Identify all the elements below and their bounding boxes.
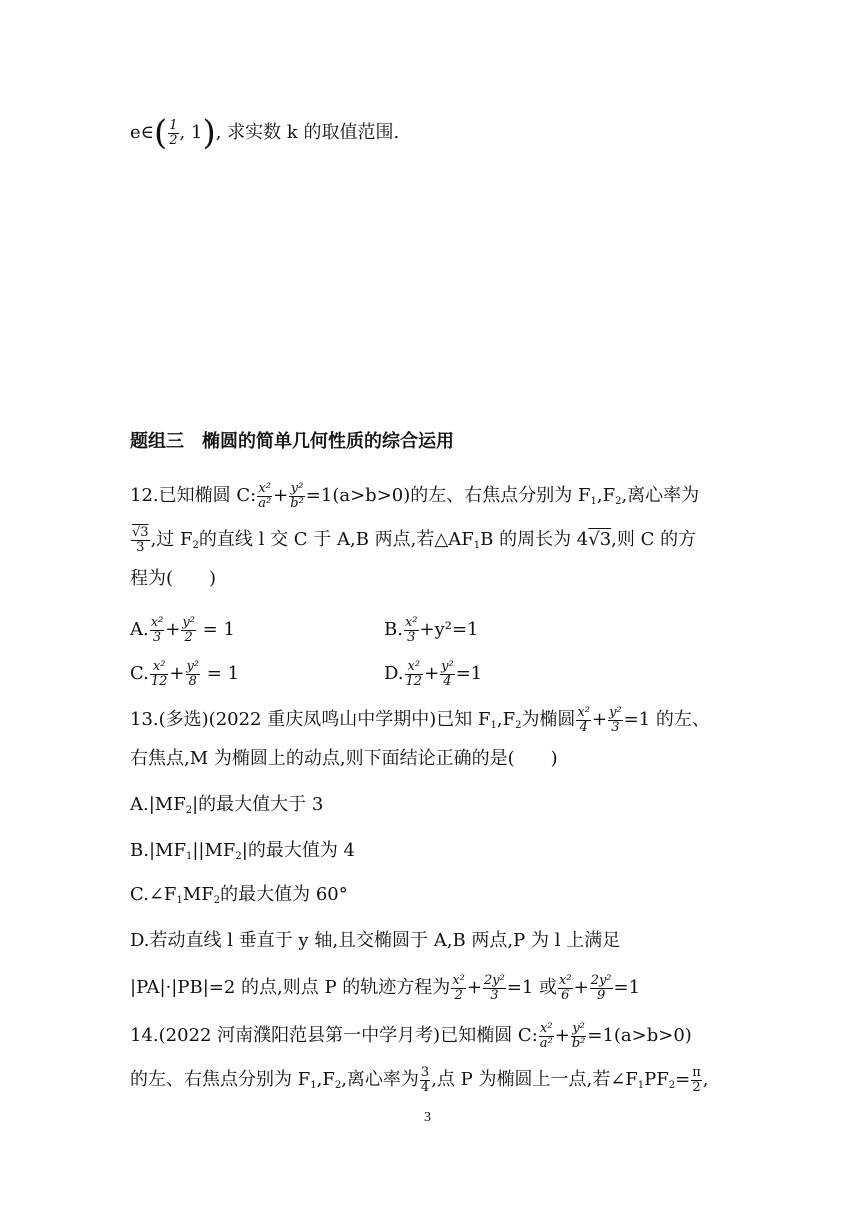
top-line-suffix: , 求实数 k 的取值范围. [215, 122, 400, 143]
q13-option-a[interactable]: $A.|MF_2|$的最大值大于 3 [130, 794, 324, 816]
q14-line2: 的左、右焦点分别为 $F_1,F_2$,离心率为 $\frac{3}{4}$ ,点 P 为椭圆上一点,若$\angle F_1PF_2=$ $\frac{\pi}{2}$ , [130, 1065, 709, 1095]
top-line [130, 113, 400, 153]
q14-line1: 14.(2022 河南濮阳范县第一中学月考)已知椭圆 C: $\frac{\text{x²}}{\text{a²}}$ + $\frac{\text{y²}}{\text{b²}}$ =1(a>b>0) [130, 1021, 692, 1051]
q12-line1: 12.已知椭圆 C: $\frac{\text{x²}}{\text{a²}}$ + $\frac{\text{y²}}{\text{b²}}$ =1(a>b>0)的左、右焦点分别为 $F_1,F_2$,离心率为 [130, 481, 700, 511]
interval-end: , 1 [179, 122, 203, 143]
q13-option-d-line2[interactable]: |PA|·|PB|=2 的点,则点 P 的轨迹方程为 $\frac{\text{x²}}{2}$ + $\frac{\text{2y²}}{3}$ =1 或 $\frac{\text{x²}}{6}$ + $\frac{\text{2y²}}{9}$ =1 [130, 973, 641, 1003]
q12-line3: 程为( ) [130, 568, 217, 589]
top-line-prefix: e∈ [130, 122, 154, 143]
q13-line2: 右焦点,M 为椭圆上的动点,则下面结论正确的是( ) [130, 748, 558, 769]
q12-line2: $\frac{√3}{3}$ ,过 $F_2$的直线 l 交 C 于 A,B 两点,若$\triangle AF_1B$ 的周长为 4√3,则 C 的方 [132, 525, 697, 555]
right-paren: ) [202, 113, 216, 153]
q12-option-b[interactable]: B. $\frac{\text{x²}}{3}$ +y²=1 [384, 615, 479, 645]
fraction-one-half: $\frac{1}{2}$ [169, 117, 178, 148]
q13-option-b[interactable]: $B.|MF_1||MF_2|$的最大值为 4 [130, 840, 355, 862]
section-heading: 题组三 椭圆的简单几何性质的综合运用 [130, 431, 454, 452]
left-paren: ( [153, 113, 168, 153]
q12-option-c[interactable]: C. $\frac{\text{x²}}{12}$ + $\frac{\text{y²}}{8}$ = 1 [130, 659, 240, 689]
q12-option-a[interactable]: A. $\frac{\text{x²}}{3}$ + $\frac{\text{y²}}{2}$ = 1 [130, 615, 235, 645]
q13-option-c[interactable]: $C.\angle F_1MF_2$的最大值为 60° [130, 884, 348, 906]
page-number: 3 [424, 1110, 431, 1125]
q13-option-d-line1[interactable]: D.若动直线 l 垂直于 y 轴,且交椭圆于 A,B 两点,P 为 l 上满足 [130, 930, 621, 951]
q13-line1: 13.(多选)(2022 重庆凤鸣山中学期中)已知 $F_1,F_2$为椭圆 $\frac{\text{x²}}{4}$ + $\frac{\text{y²}}{3}$ =1 的左、 [130, 705, 710, 735]
q12-option-d[interactable]: D. $\frac{\text{x²}}{12}$ + $\frac{\text{y²}}{4}$ =1 [384, 659, 483, 689]
